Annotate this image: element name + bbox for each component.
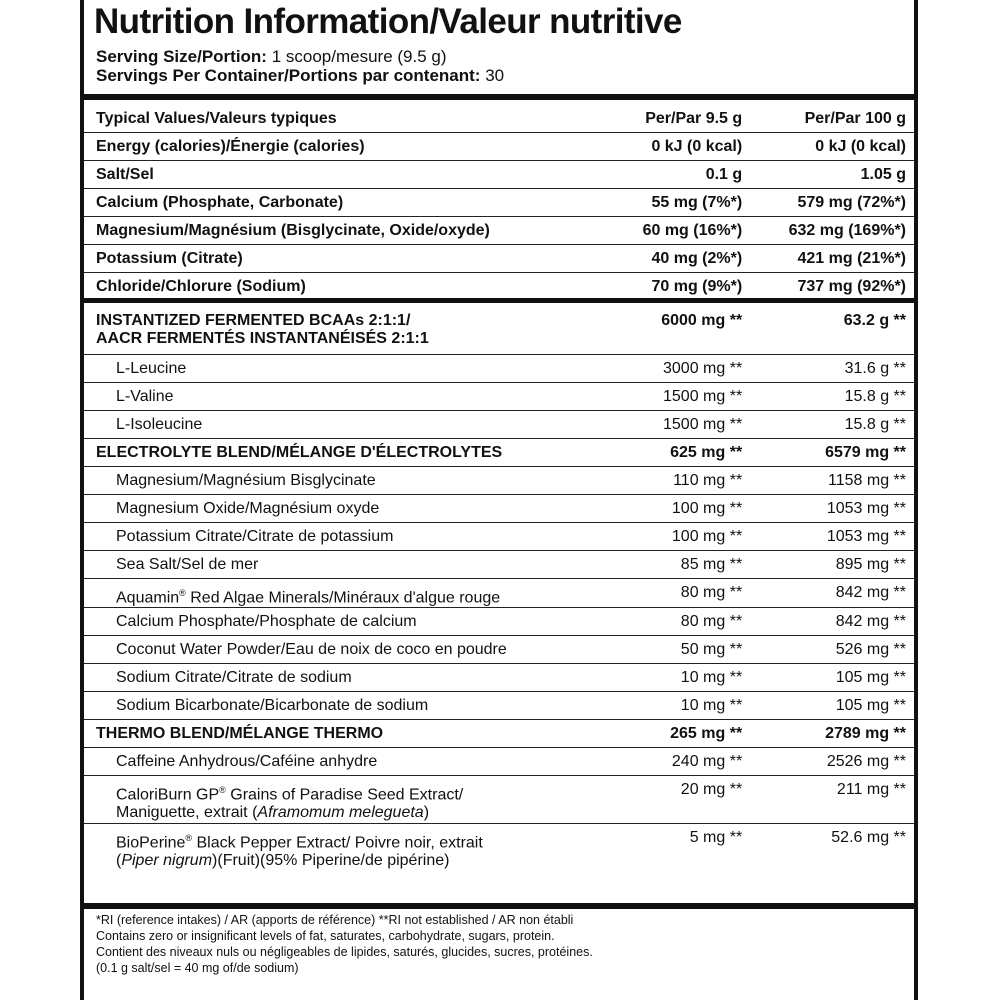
row-label: Magnesium/Magnésium (Bisglycinate, Oxide/oxyde) xyxy=(84,216,606,244)
row-label: Sodium Bicarbonate/Bicarbonate de sodium xyxy=(84,691,606,719)
header-col2: Per/Par 100 g xyxy=(748,104,914,132)
header-label: Typical Values/Valeurs typiques xyxy=(84,104,606,132)
footnotes xyxy=(96,912,593,976)
bcaa-row xyxy=(84,300,914,354)
footnote-line: *RI (reference intakes) / AR (apports de référence) **RI not established / AR non établi xyxy=(96,913,574,927)
caloriburn-value-per-serving: 20 mg ** xyxy=(606,775,748,823)
table-row xyxy=(84,466,914,494)
row-value-per-serving: 100 mg ** xyxy=(606,522,748,550)
row-label: Aquamin® Red Algae Minerals/Minéraux d'algue rouge xyxy=(84,578,606,607)
footnote-line: Contient des niveaux nuls ou négligeables de lipides, saturés, glucides, sucres, protéines. xyxy=(96,945,593,959)
row-value-per-serving: 10 mg ** xyxy=(606,663,748,691)
table-row xyxy=(84,578,914,607)
caloriburn-line1: CaloriBurn GP® Grains of Paradise Seed Extract/ xyxy=(116,784,464,804)
caloriburn-line2-b: ) xyxy=(423,804,430,822)
table-row xyxy=(84,244,914,272)
table-row xyxy=(84,382,914,410)
row-label: Calcium Phosphate/Phosphate de calcium xyxy=(84,607,606,635)
row-value-per-serving: 240 mg ** xyxy=(606,747,748,775)
row-value-per-serving: 10 mg ** xyxy=(606,691,748,719)
table-row xyxy=(84,272,914,300)
header-col1: Per/Par 9.5 g xyxy=(606,104,748,132)
bcaa-label xyxy=(84,300,606,354)
row-label: L-Isoleucine xyxy=(84,410,606,438)
row-value-per-serving: 1500 mg ** xyxy=(606,410,748,438)
row-value-per-100g: 2526 mg ** xyxy=(748,747,914,775)
nutrition-panel xyxy=(80,0,918,1000)
caloriburn-latin-name: Aframomum melegueta xyxy=(257,804,424,822)
row-value-per-serving: 70 mg (9%*) xyxy=(606,272,748,300)
row-value-per-100g: 842 mg ** xyxy=(748,578,914,607)
table-row xyxy=(84,663,914,691)
row-value-per-100g: 1.05 g xyxy=(748,160,914,188)
row-value-per-100g: 579 mg (72%*) xyxy=(748,188,914,216)
bcaa-label-line1: INSTANTIZED FERMENTED BCAAs 2:1:1/ xyxy=(96,311,411,329)
bcaa-value-per-serving: 6000 mg ** xyxy=(606,300,748,354)
table-row xyxy=(84,216,914,244)
row-value-per-100g: 15.8 g ** xyxy=(748,410,914,438)
row-value-per-100g: 421 mg (21%*) xyxy=(748,244,914,272)
row-label: Potassium Citrate/Citrate de potassium xyxy=(84,522,606,550)
servings-per-value: 30 xyxy=(485,66,505,85)
table-row xyxy=(84,494,914,522)
row-value-per-100g: 737 mg (92%*) xyxy=(748,272,914,300)
row-value-per-serving: 0 kJ (0 kcal) xyxy=(606,132,748,160)
bcaa-value-per-100g: 63.2 g ** xyxy=(748,300,914,354)
table-row xyxy=(84,132,914,160)
row-value-per-100g: 1158 mg ** xyxy=(748,466,914,494)
row-value-per-serving: 85 mg ** xyxy=(606,550,748,578)
bioperine-label xyxy=(84,823,606,873)
row-value-per-100g: 105 mg ** xyxy=(748,663,914,691)
row-value-per-serving: 100 mg ** xyxy=(606,494,748,522)
serving-info xyxy=(96,47,504,85)
serving-size-value: 1 scoop/mesure (9.5 g) xyxy=(271,47,447,66)
table-row xyxy=(84,691,914,719)
row-value-per-serving: 3000 mg ** xyxy=(606,354,748,382)
table-row xyxy=(84,522,914,550)
row-label: L-Valine xyxy=(84,382,606,410)
row-value-per-serving: 50 mg ** xyxy=(606,635,748,663)
row-value-per-100g: 0 kJ (0 kcal) xyxy=(748,132,914,160)
table-row xyxy=(84,635,914,663)
panel-title: Nutrition Information/Valeur nutritive xyxy=(94,2,682,41)
row-value-per-100g: 895 mg ** xyxy=(748,550,914,578)
row-value-per-100g: 842 mg ** xyxy=(748,607,914,635)
caloriburn-value-per-100g: 211 mg ** xyxy=(748,775,914,823)
row-value-per-100g: 526 mg ** xyxy=(748,635,914,663)
row-value-per-serving: 40 mg (2%*) xyxy=(606,244,748,272)
row-value-per-serving: 1500 mg ** xyxy=(606,382,748,410)
row-value-per-100g: 1053 mg ** xyxy=(748,522,914,550)
thick-divider xyxy=(84,94,914,100)
row-label: Salt/Sel xyxy=(84,160,606,188)
row-value-per-serving: 80 mg ** xyxy=(606,607,748,635)
row-value-per-100g: 105 mg ** xyxy=(748,691,914,719)
row-label: Sea Salt/Sel de mer xyxy=(84,550,606,578)
table-row xyxy=(84,410,914,438)
row-label: Magnesium Oxide/Magnésium oxyde xyxy=(84,494,606,522)
electrolyte-value-per-100g: 6579 mg ** xyxy=(748,438,914,466)
row-value-per-serving: 55 mg (7%*) xyxy=(606,188,748,216)
electrolyte-row xyxy=(84,438,914,466)
row-label: Energy (calories)/Énergie (calories) xyxy=(84,132,606,160)
caloriburn-line2-a: Maniguette, extrait ( xyxy=(116,804,258,822)
bioperine-value-per-100g: 52.6 mg ** xyxy=(831,828,906,846)
bottom-thick-divider xyxy=(84,903,914,909)
bioperine-line2 xyxy=(116,852,596,870)
bioperine-latin-name: Piper nigrum xyxy=(121,852,213,870)
footnote-line: (0.1 g salt/sel = 40 mg of/de sodium) xyxy=(96,961,299,975)
servings-per-label: Servings Per Container/Portions par contenant: xyxy=(96,66,481,85)
row-value-per-100g: 31.6 g ** xyxy=(748,354,914,382)
thermo-value-per-serving: 265 mg ** xyxy=(606,719,748,747)
row-value-per-100g: 1053 mg ** xyxy=(748,494,914,522)
row-label: Chloride/Chlorure (Sodium) xyxy=(84,272,606,300)
row-value-per-serving: 110 mg ** xyxy=(606,466,748,494)
row-label: L-Leucine xyxy=(84,354,606,382)
thermo-row xyxy=(84,719,914,747)
thermo-label: THERMO BLEND/MÉLANGE THERMO xyxy=(84,719,606,747)
caloriburn-line2 xyxy=(116,804,596,822)
table-row xyxy=(84,607,914,635)
row-value-per-100g: 632 mg (169%*) xyxy=(748,216,914,244)
table-row xyxy=(84,747,914,775)
table-row xyxy=(84,160,914,188)
table-header-row xyxy=(84,104,914,132)
row-value-per-serving: 0.1 g xyxy=(606,160,748,188)
caloriburn-label xyxy=(84,775,606,823)
bioperine-row xyxy=(84,823,914,873)
bioperine-line2-a: ( xyxy=(116,852,122,870)
row-value-per-100g: 15.8 g ** xyxy=(748,382,914,410)
serving-size-label: Serving Size/Portion: xyxy=(96,47,267,66)
row-label: Magnesium/Magnésium Bisglycinate xyxy=(84,466,606,494)
row-label: Caffeine Anhydrous/Caféine anhydre xyxy=(84,747,606,775)
thermo-value-per-100g: 2789 mg ** xyxy=(748,719,914,747)
row-label: Sodium Citrate/Citrate de sodium xyxy=(84,663,606,691)
table-row xyxy=(84,188,914,216)
table-row xyxy=(84,354,914,382)
row-value-per-serving: 60 mg (16%*) xyxy=(606,216,748,244)
servings-per-container xyxy=(96,66,504,85)
bioperine-line2-b: )(Fruit)(95% Piperine/de pipérine) xyxy=(212,852,450,870)
nutrition-table xyxy=(84,104,914,873)
electrolyte-value-per-serving: 625 mg ** xyxy=(606,438,748,466)
table-row xyxy=(84,550,914,578)
row-value-per-serving: 80 mg ** xyxy=(606,578,748,607)
bcaa-label-line2: AACR FERMENTÉS INSTANTANÉISÉS 2:1:1 xyxy=(96,329,429,347)
row-label: Potassium (Citrate) xyxy=(84,244,606,272)
electrolyte-label: ELECTROLYTE BLEND/MÉLANGE D'ÉLECTROLYTES xyxy=(84,438,606,466)
bioperine-value-per-serving: 5 mg ** xyxy=(689,828,743,846)
caloriburn-row xyxy=(84,775,914,823)
serving-size xyxy=(96,47,504,66)
bioperine-line1: BioPerine® Black Pepper Extract/ Poivre noir, extrait xyxy=(116,832,483,852)
row-label: Calcium (Phosphate, Carbonate) xyxy=(84,188,606,216)
footnote-line: Contains zero or insignificant levels of fat, saturates, carbohydrate, sugars, protein. xyxy=(96,929,555,943)
row-label: Coconut Water Powder/Eau de noix de coco en poudre xyxy=(84,635,606,663)
